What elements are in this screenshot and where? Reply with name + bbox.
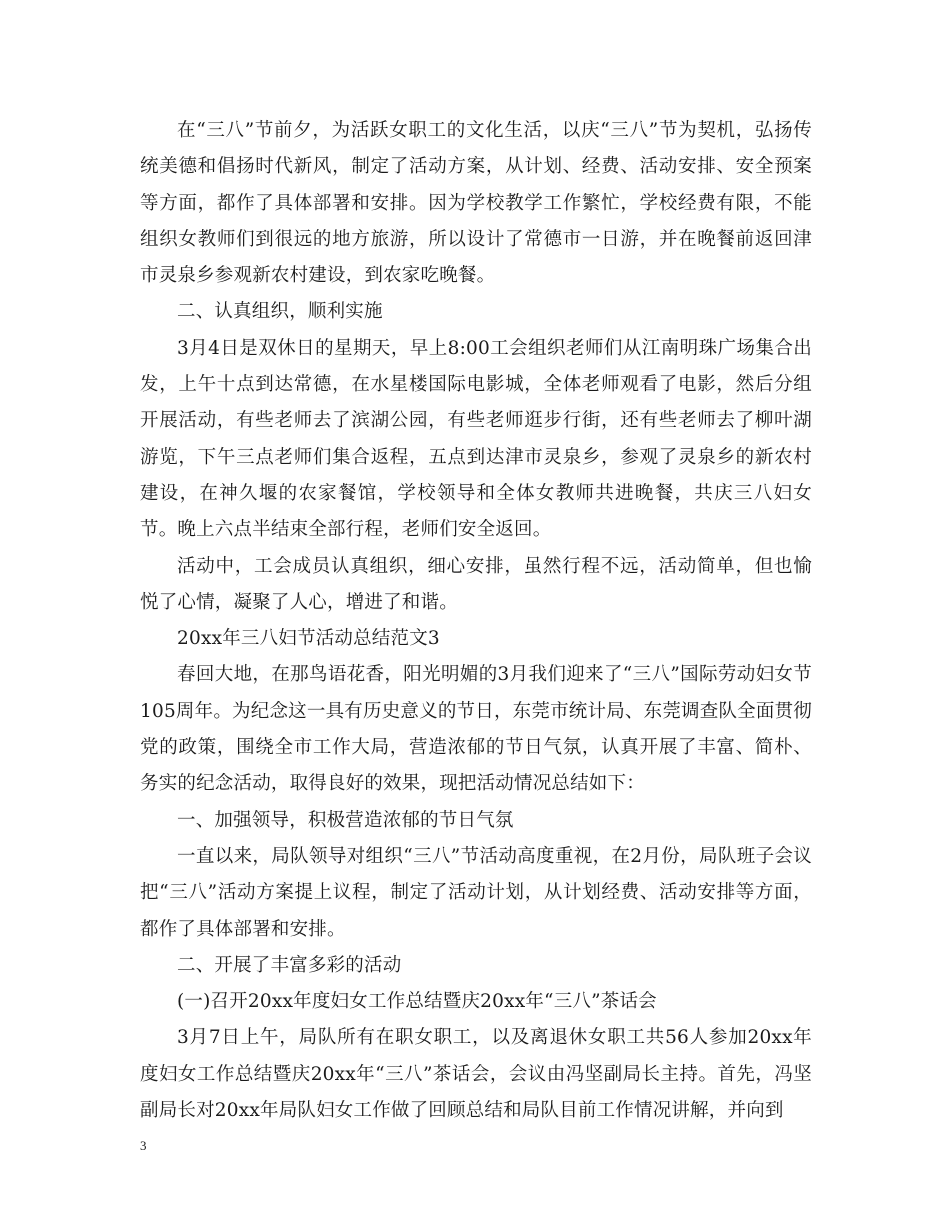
heading-leadership: 一、加强领导，积极营造浓郁的节日气氛	[177, 809, 514, 831]
paragraph-tea-party: 3月7日上午，局队所有在职女职工，以及离退休女职工共56人参加20xx年度妇女工作总结暨庆20xx年“三八”茶话会，会议由冯坚副局长主持。首先，冯坚副局长对20xx年局队妇女工作做了回顾总结和局队目前工作情况讲解，并向到	[140, 1027, 812, 1122]
paragraph-intro: 在“三八”节前夕，为活跃女职工的文化生活，以庆“三八”节为契机，弘扬传统美德和倡扬时代新风，制定了活动方案，从计划、经费、活动安排、安全预案等方面，都作了具体部署和安排。因为学校教学工作繁忙，学校经费有限，不能组织女教师们到很远的地方旅游，所以设计了常德市一日游，并在晚餐前返回津市灵泉乡参观新农村建设，到农家吃晚餐。	[140, 120, 812, 287]
subheading-tea-party: (一)召开20xx年度妇女工作总结暨庆20xx年“三八”茶话会	[177, 991, 657, 1013]
article-title: 20xx年三八妇节活动总结范文3	[177, 628, 440, 650]
heading-activities: 二、开展了丰富多彩的活动	[177, 954, 402, 976]
document-body	[140, 113, 812, 1129]
paragraph-spring: 春回大地，在那鸟语花香，阳光明媚的3月我们迎来了“三八”国际劳动妇女节105周年。为纪念这一具有历史意义的节日，东莞市统计局、东莞调查队全面贯彻党的政策，围绕全市工作大局，营造浓郁的节日气氛，认真开展了丰富、简朴、务实的纪念活动，取得良好的效果，现把活动情况总结如下：	[140, 664, 812, 795]
page-number: 3	[140, 1138, 147, 1153]
paragraph-summary: 活动中，工会成员认真组织，细心安排，虽然行程不远，活动简单，但也愉悦了心情，凝聚了人心，增进了和谐。	[140, 555, 812, 613]
paragraph-leadership: 一直以来，局队领导对组织“三八”节活动高度重视，在2月份，局队班子会议把“三八”活动方案提上议程，制定了活动计划，从计划经费、活动安排等方面，都作了具体部署和安排。	[140, 845, 812, 940]
heading-organize: 二、认真组织，顺利实施	[177, 301, 383, 323]
paragraph-trip: 3月4日是双休日的星期天，早上8:00工会组织老师们从江南明珠广场集合出发，上午十点到达常德，在水星楼国际电影城，全体老师观看了电影，然后分组开展活动，有些老师去了滨湖公园，有些老师逛步行街，还有些老师去了柳叶湖游览，下午三点老师们集合返程，五点到达津市灵泉乡，参观了灵泉乡的新农村建设，在神久堰的农家餐馆，学校领导和全体女教师共进晚餐，共庆三八妇女节。晚上六点半结束全部行程，老师们安全返回。	[140, 337, 812, 541]
